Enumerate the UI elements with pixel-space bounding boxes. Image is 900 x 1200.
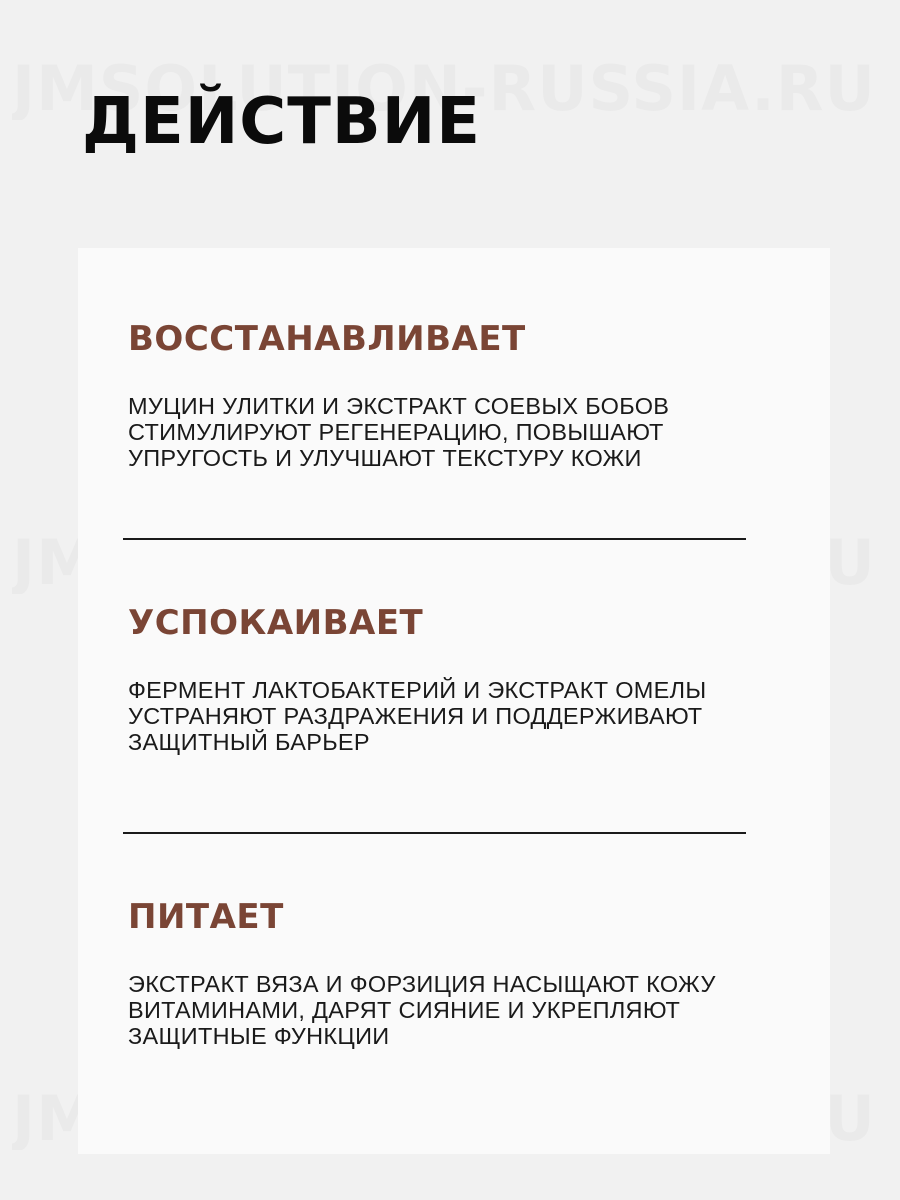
divider (123, 832, 746, 834)
section-heading: УСПОКАИВАЕТ (128, 603, 424, 643)
page-title: ДЕЙСТВИЕ (82, 85, 481, 159)
section-heading: ВОССТАНАВЛИВАЕТ (128, 319, 526, 359)
benefits-card (78, 248, 830, 1154)
divider (123, 538, 746, 540)
section-soothes (128, 604, 768, 755)
section-description: ФЕРМЕНТ ЛАКТОБАКТЕРИЙ И ЭКСТРАКТ ОМЕЛЫ УСТРАНЯЮТ РАЗДРАЖЕНИЯ И ПОДДЕРЖИВАЮТ ЗАЩИТНЫЙ БАРЬЕР (128, 677, 707, 756)
section-restores (128, 320, 768, 471)
section-description: МУЦИН УЛИТКИ И ЭКСТРАКТ СОЕВЫХ БОБОВ СТИМУЛИРУЮТ РЕГЕНЕРАЦИЮ, ПОВЫШАЮТ УПРУГОСТЬ И УЛУЧШАЮТ ТЕКСТУРУ КОЖИ (128, 393, 670, 472)
section-description: ЭКСТРАКТ ВЯЗА И ФОРЗИЦИЯ НАСЫЩАЮТ КОЖУ ВИТАМИНАМИ, ДАРЯТ СИЯНИЕ И УКРЕПЛЯЮТ ЗАЩИТНЫЕ ФУНКЦИИ (128, 971, 716, 1050)
section-heading: ПИТАЕТ (128, 897, 284, 937)
section-nourishes (128, 898, 768, 1049)
